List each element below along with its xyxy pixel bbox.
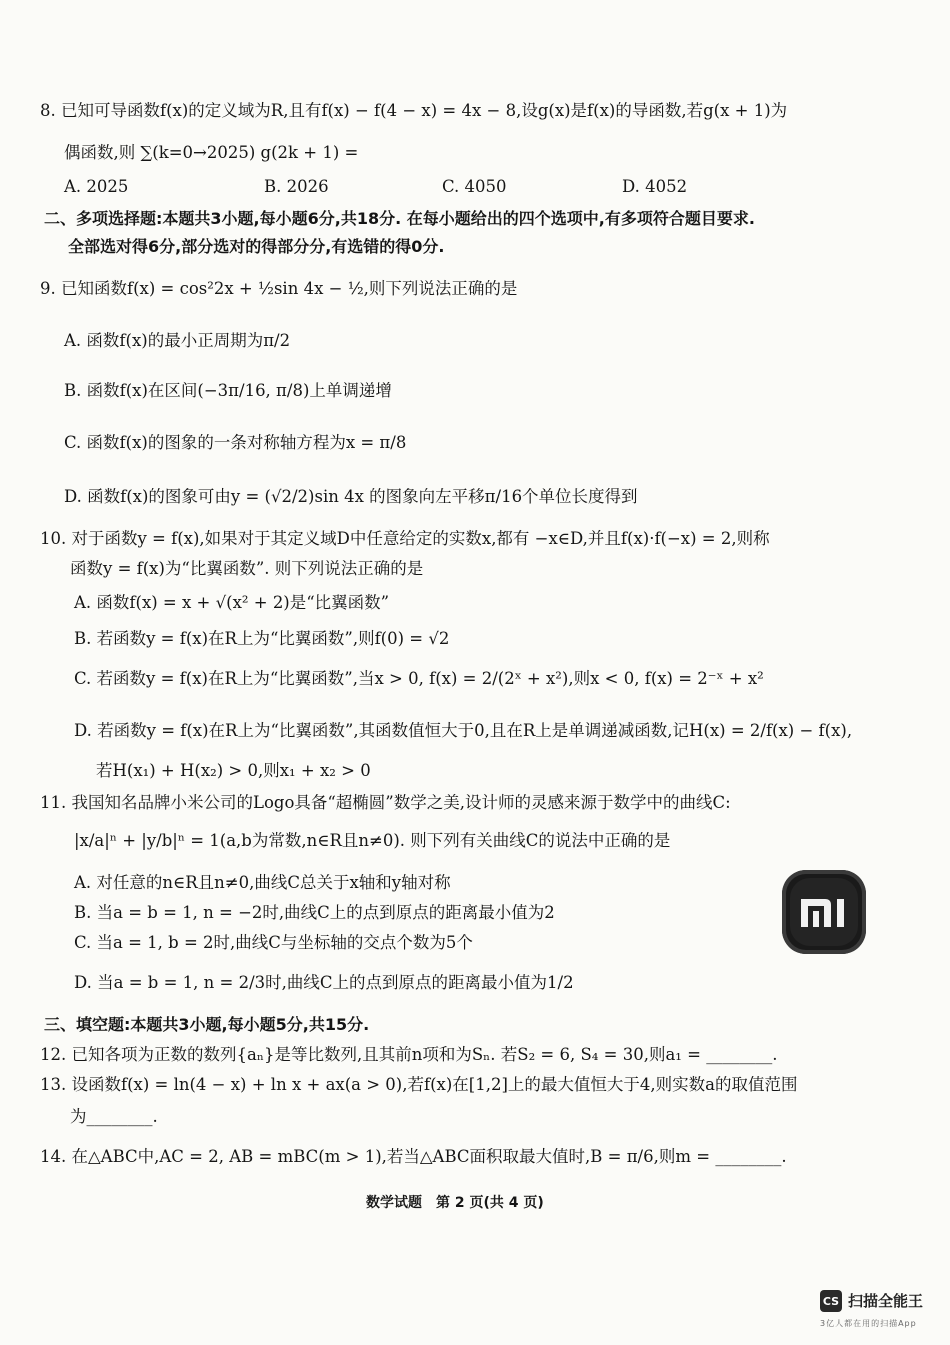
q9-option-d: D. 函数f(x)的图象可由y = (√2/2)sin 4x 的图象向左平移π/16个单位长度得到 [64,487,638,506]
camscanner-logo-icon [820,1290,842,1312]
section3-heading: 三、填空题:本题共3小题,每小题5分,共15分. [44,1015,370,1034]
section2-heading: 二、多项选择题:本题共3小题,每小题6分,共18分. 在每小题给出的四个选项中,有多项符合题目要求. [44,209,755,228]
q10-option-b: B. 若函数y = f(x)在R上为“比翼函数”,则f(0) = √2 [74,629,450,648]
q11-option-b: B. 当a = b = 1, n = −2时,曲线C上的点到原点的距离最小值为2 [74,903,555,922]
xiaomi-logo-icon [782,870,866,954]
q11-option-c: C. 当a = 1, b = 2时,曲线C与坐标轴的交点个数为5个 [74,933,473,952]
q8-option-d: D. 4052 [622,177,688,196]
q10-option-a: A. 函数f(x) = x + √(x² + 2)是“比翼函数” [74,593,390,612]
q8-option-a: A. 2025 [64,177,129,196]
q8-options [64,176,687,198]
page-footer: 数学试题 第 2 页(共 4 页) [366,1195,544,1211]
q10-option-c: C. 若函数y = f(x)在R上为“比翼函数”,当x > 0, f(x) = 2/(2ˣ + x²),则x < 0, f(x) = 2⁻ˣ + x² [74,669,764,688]
q13-line1: 13. 设函数f(x) = ln(4 − x) + ln x + ax(a > 0),若f(x)在[1,2]上的最大值恒大于4,则实数a的取值范围 [40,1075,798,1094]
q9-option-c: C. 函数f(x)的图象的一条对称轴方程为x = π/8 [64,433,407,452]
mi-glyph [799,895,849,929]
q11-line2: |x/a|ⁿ + |y/b|ⁿ = 1(a,b为常数,n∈R且n≠0). 则下列有关曲线C的说法中正确的是 [74,831,671,850]
q10-line1: 10. 对于函数y = f(x),如果对于其定义域D中任意给定的实数x,都有 −x∈D,并且f(x)·f(−x) = 2,则称 [40,529,770,548]
section2-instructions: 全部选对得6分,部分选对的得部分分,有选错的得0分. [68,237,445,256]
q10-line2: 函数y = f(x)为“比翼函数”. 则下列说法正确的是 [70,559,424,578]
q11-option-a: A. 对任意的n∈R且n≠0,曲线C总关于x轴和y轴对称 [74,873,451,892]
q9-option-b: B. 函数f(x)在区间(−3π/16, π/8)上单调递增 [64,381,392,400]
q10-option-d: D. 若函数y = f(x)在R上为“比翼函数”,其函数值恒大于0,且在R上是单调递减函数,记H(x) = 2/f(x) − f(x), [74,721,853,740]
q8-line1: 8. 已知可导函数f(x)的定义域为R,且有f(x) − f(4 − x) = 4x − 8,设g(x)是f(x)的导函数,若g(x + 1)为 [40,101,788,120]
q11-line1: 11. 我国知名品牌小米公司的Logo具备“超椭圆”数学之美,设计师的灵感来源于数学中的曲线C: [40,793,731,812]
q8-option-b: B. 2026 [264,177,329,196]
q13-line2: 为________. [70,1107,158,1126]
q9-option-a: A. 函数f(x)的最小正周期为π/2 [64,331,291,350]
q11-option-d: D. 当a = b = 1, n = 2/3时,曲线C上的点到原点的距离最小值为1/2 [74,973,574,992]
q8-option-c: C. 4050 [442,177,507,196]
camscanner-name: 扫描全能王 [848,1292,924,1310]
q9-stem: 9. 已知函数f(x) = cos²2x + ½sin 4x − ½,则下列说法正确的是 [40,279,518,298]
camscanner-badge-text: CS [822,1294,840,1308]
q8-line2: 偶函数,则 ∑(k=0→2025) g(2k + 1) = [64,143,359,162]
q10-option-d-cont: 若H(x₁) + H(x₂) > 0,则x₁ + x₂ > 0 [96,761,371,780]
q14: 14. 在△ABC中,AC = 2, AB = mBC(m > 1),若当△ABC面积取最大值时,B = π/6,则m = ________. [40,1147,787,1166]
q12: 12. 已知各项为正数的数列{aₙ}是等比数列,且其前n项和为Sₙ. 若S₂ = 6, S₄ = 30,则a₁ = ________. [40,1045,778,1064]
camscanner-tagline: 3亿人都在用的扫描App [820,1319,917,1328]
